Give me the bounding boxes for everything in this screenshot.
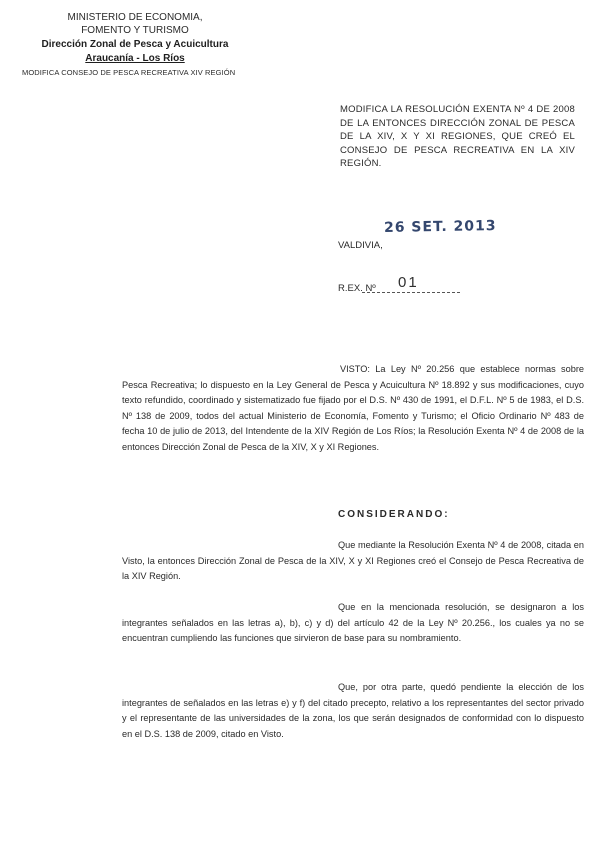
considerando-paragraph-3: Que, por otra parte, quedó pendiente la elección de los integrantes de señalados en las letras e) y f) del citado precepto, relativo a los representantes del sector privado y el representante de las universidades de la zona, los que serán designados de conformidad con lo dispuesto en el D.S. 138 de 2009, citado en Visto. <box>122 682 584 739</box>
rex-number-line <box>362 292 460 293</box>
rex-number: 01 <box>398 274 419 291</box>
date-stamp: 26 SET. 2013 <box>383 218 497 236</box>
considerando-title: CONSIDERANDO: <box>338 509 450 520</box>
rex-label: R.EX. Nº <box>338 283 376 294</box>
considerando-paragraph-2: Que en la mencionada resolución, se designaron a los integrantes señalados en las letras a), b), c) y d) del artículo 42 de la Ley Nº 20.256., los cuales ya no se encuentran cumpliendo las funciones que sirvieron de base para su nombramiento. <box>122 602 584 643</box>
direction-name: Dirección Zonal de Pesca y Acuicultura <box>41 39 229 50</box>
place-label: VALDIVIA, <box>338 240 383 251</box>
considerando-paragraph-1: Que mediante la Resolución Exenta Nº 4 de 2008, citada en Visto, la entonces Dirección Zonal de Pesca de la XIV, X y XI Regiones creó el Consejo de Pesca Recreativa de la XIV Región. <box>122 540 584 581</box>
ministry-line-1: MINISTERIO DE ECONOMIA, <box>67 12 203 23</box>
region-name: Araucanía - Los Ríos <box>85 53 185 64</box>
visto-paragraph: VISTO: La Ley Nº 20.256 que establece normas sobre Pesca Recreativa; lo dispuesto en la Ley General de Pesca y Acuicultura Nº 18.892 y sus modificaciones, cuyo texto refundido, coordinado y sistematizado fue fijado por el D.S. Nº 430 de 1991, el D.F.L. Nº 5 de 1983, el D.S. Nº 138 de 2009, todos del actual Ministerio de Economía, Fomento y Turismo; el Oficio Ordinario Nº 483 de fecha 10 de julio de 2013, del Intendente de la XIV Región de Los Ríos; la Resolución Exenta Nº 4 de 2008 de la entonces Dirección Zonal de Pesca de la XIV, X y XI Regiones. <box>122 364 584 452</box>
resolution-summary: MODIFICA LA RESOLUCIÓN EXENTA Nº 4 DE 2008 DE LA ENTONCES DIRECCIÓN ZONAL DE PESCA DE LA XIV, X Y XI REGIONES, QUE CREÓ EL CONSEJO DE PESCA RECREATIVA EN LA XIV REGIÓN. <box>340 104 575 169</box>
ministry-line-2: FOMENTO Y TURISMO <box>81 25 189 36</box>
subject-small: MODIFICA CONSEJO DE PESCA RECREATIVA XIV REGIÓN <box>22 68 236 77</box>
